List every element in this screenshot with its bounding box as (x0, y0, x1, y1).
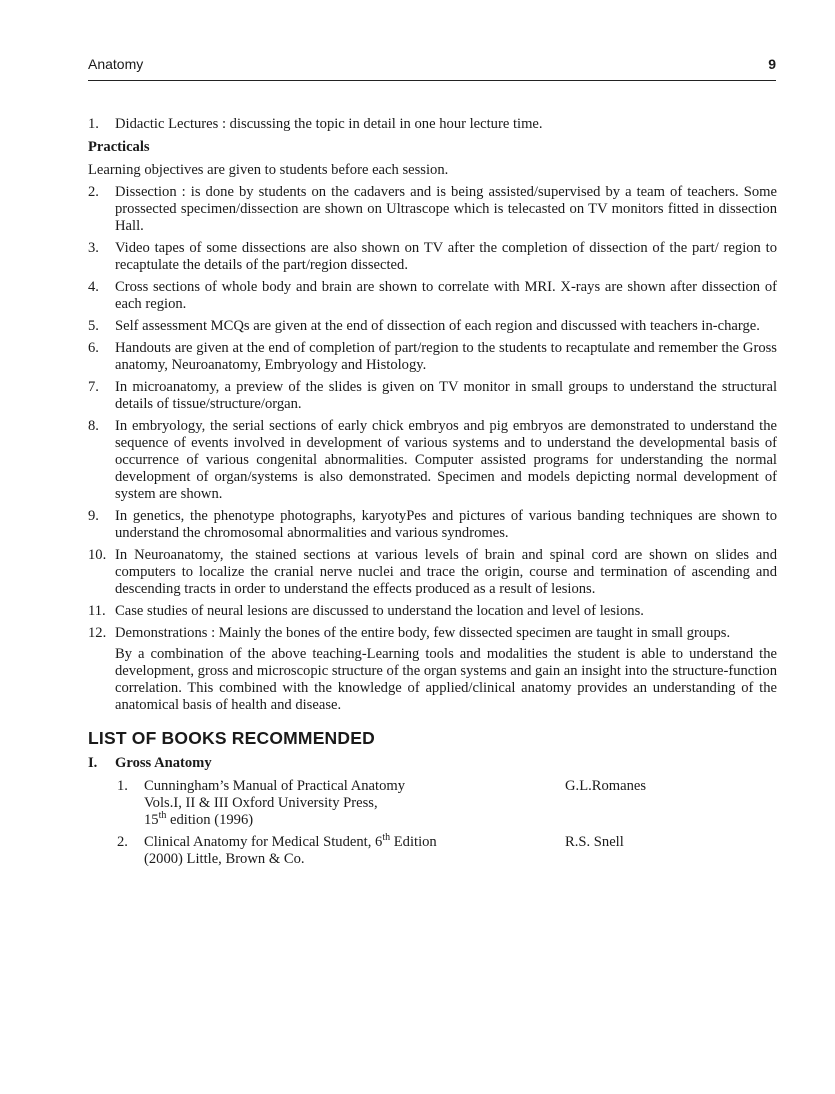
closing-paragraph: By a combination of the above teaching-Learning tools and modalities the student is able to understand the development, gross and microscopic structure of the organ systems and gain an insight into the structure-function correlation. This combined with the knowledge of applied/clinical anatomy provides an understanding of the anatomical basis of health and disease. (115, 646, 777, 713)
books-section-heading (88, 755, 777, 772)
item-number: 8. (88, 418, 99, 434)
book-title (144, 778, 564, 829)
item-text: Case studies of neural lesions are discussed to understand the location and level of lesions. (115, 603, 644, 619)
item-number: 1. (88, 116, 99, 132)
list-item (88, 184, 777, 235)
list-item (88, 279, 777, 313)
book-number: 2. (117, 834, 128, 850)
item-text: Dissection : is done by students on the cadavers and is being assisted/supervised by a team of teachers. Some prossected specimen/dissection are shown on Ultrascope which is telecasted on TV monitors fitted in dissection Hall. (115, 184, 777, 234)
list-item (88, 625, 777, 642)
page-content (88, 116, 777, 873)
list-item (88, 240, 777, 274)
header-title: Anatomy (88, 56, 144, 72)
book-author: R.S. Snell (565, 834, 624, 850)
item-text: Didactic Lectures : discussing the topic in detail in one hour lecture time. (115, 116, 543, 132)
list-item (88, 340, 777, 374)
books-heading: LIST OF BOOKS RECOMMENDED (88, 728, 375, 748)
list-item (88, 318, 777, 335)
list-item (88, 603, 777, 620)
item-number: 4. (88, 279, 99, 295)
item-number: 3. (88, 240, 99, 256)
list-item (88, 379, 777, 413)
section-heading-practicals: Practicals (88, 139, 150, 155)
item-text: Self assessment MCQs are given at the end of dissection of each region and discussed with teachers in-charge. (115, 318, 760, 334)
section-number: I. (88, 755, 98, 771)
book-title (144, 834, 564, 868)
item-text: In Neuroanatomy, the stained sections at various levels of brain and spinal cord are shown on slides and computers to localize the cranial nerve nuclei and trace the origin, course and termination of ascending and descending tracts in order to understand the effects produced as a result of lesions. (115, 547, 777, 597)
practicals-intro: Learning objectives are given to students before each session. (88, 162, 449, 178)
item-text: In genetics, the phenotype photographs, karyotyPes and pictures of various banding techniques are shown to understand the chromosomal abnormalities and various syndromes. (115, 508, 777, 541)
book-title-line: Clinical Anatomy for Medical Student, 6th Edition (144, 832, 437, 850)
item-text: Cross sections of whole body and brain are shown to correlate with MRI. X-rays are shown after dissection of each region. (115, 279, 777, 312)
book-title-line: (2000) Little, Brown & Co. (144, 851, 305, 867)
book-title-line: Vols.I, II & III Oxford University Press, (144, 795, 378, 811)
item-text: Video tapes of some dissections are also shown on TV after the completion of dissection of the part/ region to recaptulate the details of the part/region dissected. (115, 240, 777, 273)
item-number: 11. (88, 603, 106, 619)
item-text: Handouts are given at the end of completion of part/region to the students to recaptulate and remember the Gross anatomy, Neuroanatomy, Embryology and Histology. (115, 340, 777, 373)
item-number: 7. (88, 379, 99, 395)
item-text: Demonstrations : Mainly the bones of the entire body, few dissected specimen are taught in small groups. (115, 625, 731, 641)
running-header (88, 56, 776, 81)
book-number: 1. (117, 778, 128, 794)
book-entry (88, 834, 777, 868)
section-title: Gross Anatomy (115, 755, 212, 771)
item-text: In microanatomy, a preview of the slides is given on TV monitor in small groups to understand the structural details of tissue/structure/organ. (115, 379, 777, 412)
page-number: 9 (768, 56, 776, 72)
item-number: 10. (88, 547, 107, 563)
list-item (88, 547, 777, 598)
list-item (88, 116, 777, 133)
item-number: 5. (88, 318, 99, 334)
item-number: 9. (88, 508, 99, 524)
list-item (88, 418, 777, 503)
item-number: 12. (88, 625, 107, 641)
book-title-line: Cunningham’s Manual of Practical Anatomy (144, 778, 406, 794)
book-entry (88, 778, 777, 829)
item-number: 6. (88, 340, 99, 356)
book-edition-line: 15th edition (1996) (144, 810, 254, 828)
item-number: 2. (88, 184, 99, 200)
item-text: In embryology, the serial sections of early chick embryos and pig embryos are demonstrated to understand the sequence of events involved in development of various systems and to understand the developmental basis of occurrence of various congenital abnormalities. Computer assisted programs for understanding the normal development of organ/systems is also demonstrated. Specimen and models depicting normal development of system are shown. (115, 418, 777, 502)
list-item (88, 508, 777, 542)
book-author: G.L.Romanes (565, 778, 647, 794)
